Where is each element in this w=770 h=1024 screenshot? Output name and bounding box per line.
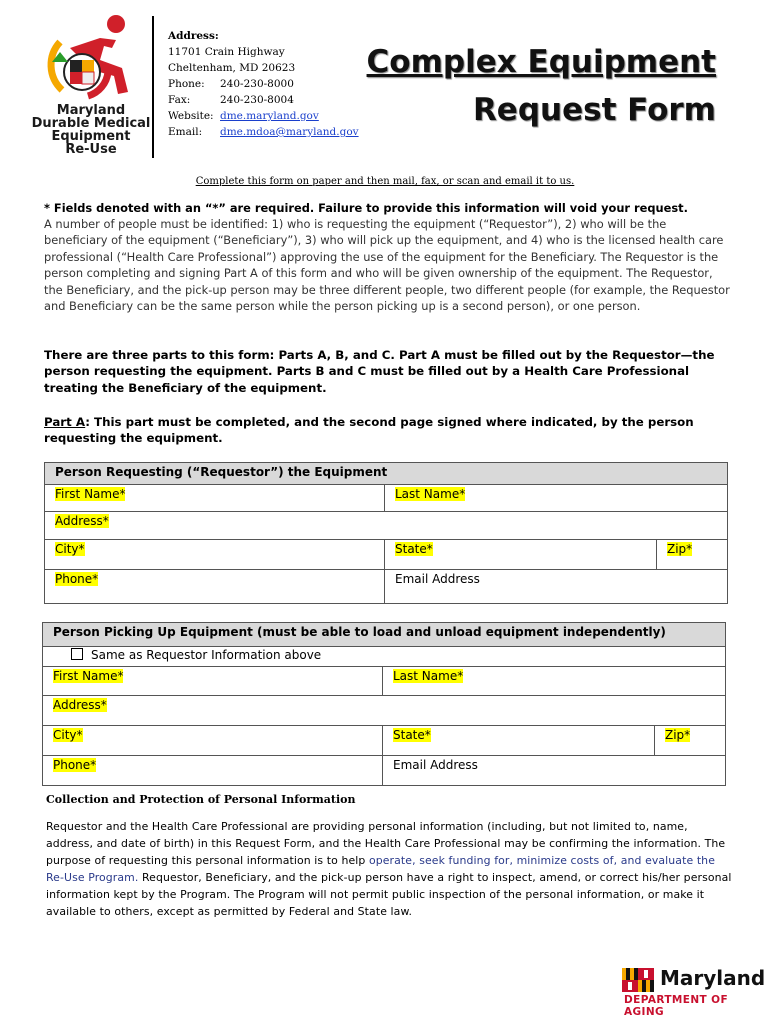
city-label: City* xyxy=(55,542,85,556)
contact-block xyxy=(168,28,359,140)
same-as-label: Same as Requestor Information above xyxy=(91,648,322,662)
city-label: City* xyxy=(53,728,83,742)
email-label: Email Address xyxy=(395,572,480,586)
requestor-last-name-field[interactable] xyxy=(385,485,728,512)
privacy-text-blue: operate, seek funding for, minimize costs of, and evaluate the Re-Use Program. xyxy=(46,854,715,884)
pickup-email-field[interactable] xyxy=(383,756,726,786)
parts-paragraph: There are three parts to this form: Parts A, B, and C. Part A must be filled out by the Requestor—the person requesting the equipment. Parts B and C must be filled out by a Health Care Professional treating the Beneficiary of the equipment. xyxy=(44,348,715,395)
dme-logo xyxy=(30,12,152,160)
part-a-label: Part A xyxy=(44,415,86,429)
first-name-label: First Name* xyxy=(53,669,124,683)
title-line-1: Complex Equipment xyxy=(366,44,716,80)
zip-label: Zip* xyxy=(665,728,691,742)
pickup-first-name-field[interactable] xyxy=(43,667,383,696)
pickup-state-field[interactable] xyxy=(383,726,655,756)
header-divider xyxy=(152,16,154,158)
state-label: State* xyxy=(393,728,431,742)
address-label: Address* xyxy=(53,698,107,712)
fax-value: 240-230-8004 xyxy=(220,94,294,106)
requestor-header xyxy=(45,463,728,485)
privacy-text-a: Requestor and the Health Care Professional are providing personal information (including, but not limited to, name, address, and date of birth) in this Request Form, and the Health Care Professional may be confirming the information. The purpose of requesting this personal information is to help xyxy=(46,820,726,867)
website-row xyxy=(168,108,359,124)
title-line-2: Request Form xyxy=(472,92,716,128)
requestor-email-field[interactable] xyxy=(385,570,728,604)
phone-row xyxy=(168,76,359,92)
email-label: Email: xyxy=(168,126,203,138)
requestor-first-name-field[interactable] xyxy=(45,485,385,512)
fax-row xyxy=(168,92,359,108)
instruction-line: Complete this form on paper and then mail, fax, or scan and email it to us. xyxy=(195,176,575,187)
fax-label: Fax: xyxy=(168,94,191,106)
part-a-paragraph xyxy=(44,414,732,447)
privacy-text xyxy=(46,818,736,920)
intro-paragraph: A number of people must be identified: 1) who is requesting the equipment (“Requestor”), 2) who will be the beneficiary of the equipment (“Beneficiary”), 3) who will pick up the equipment, and 4) who is the licensed health care professional (“Health Care Professional”) approving the use of the equipment for the Beneficiary. The Requestor is the person completing and signing Part A of this form and who will be given ownership of the equipment. The Requestor, the Beneficiary, and the pick-up person may be three different people, two different people (for example, the Requestor and Beneficiary can be the same person while the person picking up is a second person), or one person. xyxy=(44,217,730,314)
privacy-text-b: Requestor, Beneficiary, and the pick-up person have a right to inspect, amend, or correct his/her personal information kept by the Program. The Program will not permit public inspection of the personal information, or make it available to others, except as permitted by Federal and State law. xyxy=(46,871,732,918)
address-label: Address: xyxy=(168,30,219,42)
pickup-header xyxy=(43,623,726,647)
email-row xyxy=(168,124,359,140)
pickup-address-field[interactable] xyxy=(43,696,726,726)
required-note: * Fields denoted with an “*” are required. Failure to provide this information will void your request. xyxy=(44,201,688,215)
email-link[interactable]: dme.mdoa@maryland.gov xyxy=(220,126,359,138)
requestor-header-text: Person Requesting (“Requestor”) the Equipment xyxy=(55,465,388,479)
requestor-city-field[interactable] xyxy=(45,540,385,570)
same-as-requestor-row xyxy=(43,647,726,667)
website-label: Website: xyxy=(168,110,214,122)
requestor-address-field[interactable] xyxy=(45,512,728,540)
wheelchair-icon xyxy=(30,12,152,104)
footer-dept-name: DEPARTMENT OF AGING xyxy=(624,994,729,1018)
footer-maryland-name: Maryland xyxy=(660,966,766,990)
phone-value: 240-230-8000 xyxy=(220,78,294,90)
phone-label: Phone* xyxy=(55,572,99,586)
zip-label: Zip* xyxy=(667,542,693,556)
website-link[interactable]: dme.maryland.gov xyxy=(220,110,319,122)
phone-label: Phone: xyxy=(168,78,205,90)
pickup-table xyxy=(42,622,726,786)
requestor-table xyxy=(44,462,728,604)
logo-line-3: Equipment xyxy=(51,129,131,144)
last-name-label: Last Name* xyxy=(393,669,464,683)
logo-line-2: Durable Medical xyxy=(31,116,151,131)
requestor-phone-field[interactable] xyxy=(45,570,385,604)
logo-line-4: Re-Use xyxy=(65,142,117,157)
privacy-heading: Collection and Protection of Personal Information xyxy=(46,793,356,806)
state-label: State* xyxy=(395,542,433,556)
same-as-checkbox[interactable] xyxy=(71,648,83,660)
pickup-last-name-field[interactable] xyxy=(383,667,726,696)
part-a-text: : This part must be completed, and the second page signed where indicated, by the person requesting the equipment. xyxy=(44,415,694,446)
pickup-city-field[interactable] xyxy=(43,726,383,756)
city-line: Cheltenham, MD 20623 xyxy=(168,62,296,74)
email-label: Email Address xyxy=(393,758,478,772)
requestor-zip-field[interactable] xyxy=(657,540,728,570)
requestor-state-field[interactable] xyxy=(385,540,657,570)
pickup-header-text: Person Picking Up Equipment (must be able to load and unload equipment independently) xyxy=(53,625,666,639)
first-name-label: First Name* xyxy=(55,487,126,501)
phone-label: Phone* xyxy=(53,758,97,772)
maryland-flag-icon xyxy=(622,968,654,992)
pickup-phone-field[interactable] xyxy=(43,756,383,786)
logo-line-1: Maryland xyxy=(56,103,126,118)
pickup-zip-field[interactable] xyxy=(655,726,726,756)
last-name-label: Last Name* xyxy=(395,487,466,501)
page-title xyxy=(356,38,716,134)
street: 11701 Crain Highway xyxy=(168,46,285,58)
address-label: Address* xyxy=(55,514,109,528)
